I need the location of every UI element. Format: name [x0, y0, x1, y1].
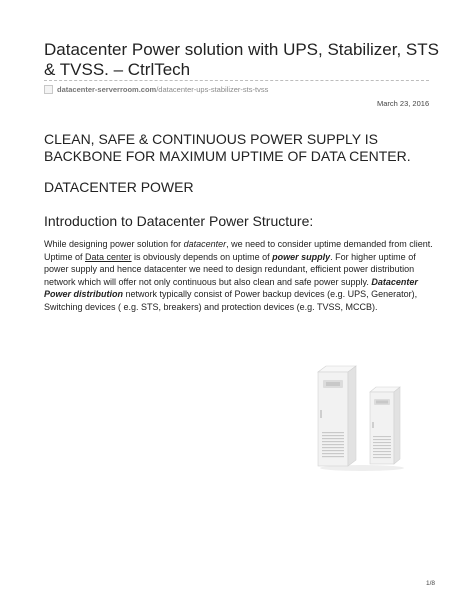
para-italic-datacenter: datacenter — [183, 239, 227, 249]
para-bold-power-supply: power supply — [272, 251, 331, 262]
ups-cabinets-image — [312, 362, 412, 472]
source-url[interactable] — [44, 83, 268, 95]
title-divider — [44, 80, 429, 81]
para-text: is obviously depends on uptime of — [131, 251, 273, 262]
url-domain: datacenter-serverroom.com — [57, 84, 157, 94]
post-date: March 23, 2016 — [377, 99, 430, 108]
para-text: , we need to consider uptime demanded from client. Uptime of — [44, 239, 433, 262]
data-center-link[interactable]: Data center — [85, 251, 132, 262]
sub-heading: Introduction to Datacenter Power Structure: — [44, 213, 314, 229]
para-text: While designing power solution for — [44, 239, 184, 249]
para-text: network typically consist of Power backup devices (e.g. UPS, Generator), Switching devices ( e.g. STS, breakers) and protection devices (e.g. TVSS, MCCB). — [44, 289, 418, 312]
main-heading: CLEAN, SAFE & CONTINUOUS POWER SUPPLY IS BACKBONE FOR MAXIMUM UPTIME OF DATA CENTER. — [44, 131, 411, 164]
page-number: 1/8 — [426, 580, 436, 587]
section-heading: DATACENTER POWER — [44, 179, 194, 195]
para-bold-power-distribution: Datacenter Power distribution — [44, 276, 418, 300]
url-path: /datacenter-ups-stabilizer-sts-tvss — [156, 84, 269, 94]
page-title: Datacenter Power solution with UPS, Stabilizer, STS & TVSS. – CtrlTech — [44, 40, 439, 79]
intro-paragraph — [44, 238, 434, 314]
para-text: . For higher uptime of power supply and hence datacenter we need to design redundant, efficient power distribution network which will offer not only continuous but also clean and safe power supply. — [44, 251, 416, 287]
favicon-icon — [44, 85, 53, 94]
